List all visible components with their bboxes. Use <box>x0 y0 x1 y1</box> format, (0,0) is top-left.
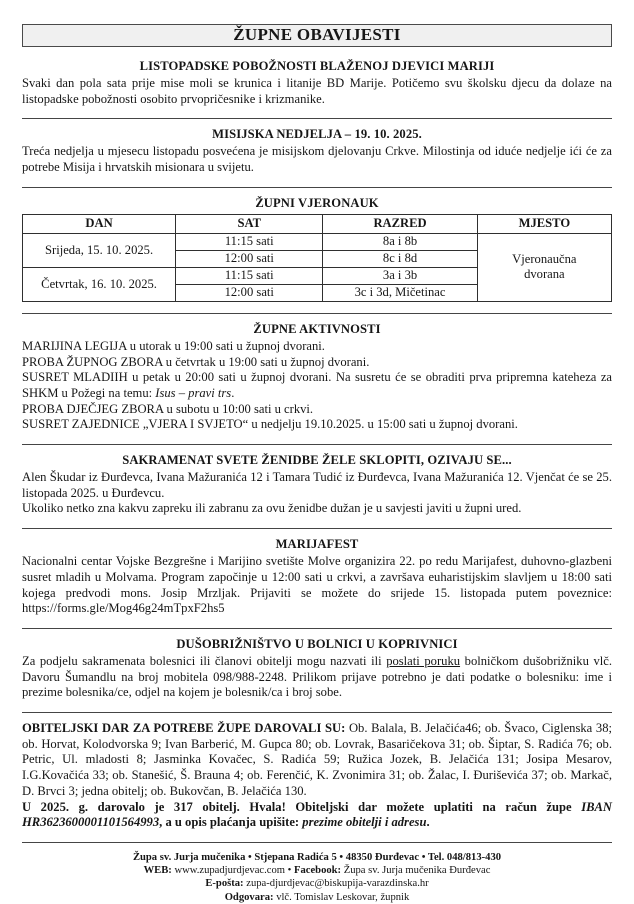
misijska-heading: MISIJSKA NEDJELJA – 19. 10. 2025. <box>212 127 422 142</box>
place-text: Vjeronaučna dvorana <box>512 252 577 282</box>
responsible-label: Odgovara: <box>224 891 274 903</box>
zenidba-heading: SAKRAMENAT SVETE ŽENIDBE ŽELE SKLOPITI, OZIVAJU SE... <box>122 453 512 468</box>
footer-email-line <box>22 877 612 890</box>
web-url: www.zupadjurdjevac.com • <box>171 865 294 877</box>
dar-lead: OBITELJSKI DAR ZA POTREBE ŽUPE DAROVALI SU: <box>22 721 346 736</box>
responsible-name: vlč. Tomislav Leskovar, župnik <box>273 891 410 903</box>
listopadske-body: Svaki dan pola sata prije mise moli se krunica i litanije BD Marije. Potičemo svu školsku djecu da dolaze na listopadske pobožnosti osobito prvopričesnike i krizmanike. <box>22 76 612 106</box>
activity-line: MARIJINA LEGIJA u utorak u 19:00 sati u župnoj dvorani. <box>22 338 325 353</box>
time-cell: 12:00 sati <box>176 250 323 267</box>
email-address: zupa-djurdjevac@biskupija-varazdinska.hr <box>243 878 429 890</box>
dar-summary-text: , a u opis plaćanja upišite: <box>159 815 303 830</box>
section-bolnica <box>22 637 612 701</box>
table-row <box>23 233 612 250</box>
activity-line: SUSRET ZAJEDNICE „VJERA I SVJETO“ u nedjelju 19.10.2025. u 15:00 sati u župnoj dvorani. <box>22 417 518 432</box>
footer <box>22 851 612 904</box>
dar-summary-text: . <box>426 815 430 830</box>
col-header-razred: RAZRED <box>323 214 477 233</box>
section-divider <box>22 444 612 445</box>
vjeronauk-table <box>22 214 612 302</box>
time-cell: 12:00 sati <box>176 284 323 301</box>
footer-responsible-line <box>22 891 612 904</box>
section-divider <box>22 118 612 119</box>
activity-line: PROBA ŽUPNOG ZBORA u četvrtak u 19:00 sati u župnoj dvorani. <box>22 354 370 369</box>
marijafest-text: Nacionalni centar Vojske Bezgrešne i Marijino svetište Molve organizira 22. po redu Marijafest, duhovno-glazbeni susret mladih u Molvama. Program započinje u 12:00 sati u crkvi, a završava euharistijskim slavljem u 18:00 sati kojega predvodi mons. Josip Mrzljak. Prijaviti se možete do srijede 15. listopada putem poveznice: <box>22 554 612 600</box>
facebook-name: Župa sv. Jurja mučenika Đurđevac <box>341 865 491 877</box>
section-divider <box>22 187 612 188</box>
iban-number: IBAN HR3623600001101564993 <box>22 799 612 830</box>
section-zenidba <box>22 453 612 517</box>
bolnica-text: Za podjelu sakramenata bolesnici ili članovi obitelji mogu nazvati ili <box>22 653 387 668</box>
bolnica-underlined-text: poslati poruku <box>386 653 461 668</box>
section-dar <box>22 721 612 831</box>
col-header-mjesto: MJESTO <box>477 214 611 233</box>
bolnica-heading: DUŠOBRIŽNIŠTVO U BOLNICI U KOPRIVNICI <box>176 636 458 651</box>
class-cell: 3c i 3d, Mičetinac <box>323 284 477 301</box>
section-listopadske <box>22 59 612 107</box>
class-cell: 3a i 3b <box>323 267 477 284</box>
aktivnosti-heading: ŽUPNE AKTIVNOSTI <box>253 321 381 336</box>
day-cell: Srijeda, 15. 10. 2025. <box>23 233 176 267</box>
class-cell: 8c i 8d <box>323 250 477 267</box>
misijska-body: Treća nedjelja u mjesecu listopadu posvećena je misijskom djelovanju Crkve. Milostinja od iduće nedjelje ići će za potrebe Misija i hrvatskih misionara u svijetu. <box>22 144 612 175</box>
table-header-row <box>23 214 612 233</box>
section-divider <box>22 313 612 314</box>
dar-summary-para <box>22 800 612 831</box>
activity-line <box>22 370 612 401</box>
col-header-sat: SAT <box>176 214 323 233</box>
footer-divider <box>22 842 612 843</box>
dar-donor-list: Ob. Balala, B. Jelačića46; ob. Švaco, Ciglenska 38; ob. Horvat, Kolodvorska 9; Ivan Barberić, M. Gupca 80; ob. Lovrak, Basaričekova 31; ob. Šiptar, S. Radića 76; ob. Petric, Ul. mladosti 8; Jasminka Kovačec, S. Radića 59; Ružica Jozek, B. Jelačića 131; Josipa Mesarov, I.G.Kovačića 33; ob. Stanešić, Š. Brauna 4; ob. Ferenčić, K. Zvonimira 31; ob. Žalac, I. Đuriševića 37; ob. Markač, D. Brvci 3; jedna obitelj; ob. Bukovčan, B. Jelačića 130. <box>22 721 613 798</box>
zenidba-para: Alen Škudar iz Đurđevca, Ivana Mažuranića 12 i Tamara Tudić iz Đurđevca, Ivana Mažuranića 12. Vjenčat će se 25. listopada 2025. u Đurđevcu. <box>22 470 612 500</box>
parish-address-line: Župa sv. Jurja mučenika • Stjepana Radića 5 • 48350 Đurđevac • Tel. 048/813-430 <box>132 851 502 863</box>
place-cell <box>477 233 611 301</box>
class-cell: 8a i 8b <box>323 233 477 250</box>
page-title: ŽUPNE OBAVIJESTI <box>22 24 612 47</box>
activity-theme: Isus – pravi trs <box>155 385 232 400</box>
dar-summary-text: U 2025. g. darovalo je 317 obitelj. Hvala! Obiteljski dar možete uplatiti na račun župe <box>22 799 582 814</box>
time-cell: 11:15 sati <box>176 233 323 250</box>
time-cell: 11:15 sati <box>176 267 323 284</box>
footer-web-line <box>22 864 612 877</box>
web-label: WEB: <box>143 865 172 877</box>
email-label: E-pošta: <box>205 878 244 890</box>
col-header-dan: DAN <box>23 214 176 233</box>
bolnica-body <box>22 654 612 701</box>
listopadske-heading: LISTOPADSKE POBOŽNOSTI BLAŽENOJ DJEVICI MARIJI <box>139 59 495 73</box>
activity-text: . <box>231 385 235 400</box>
bolnica-text: bolničkom dušobrižniku vlč. Davoru Šumandlu na broj mobitela 098/988-2248. Prilikom prijave potrebno je dati podatke o bolesniku: ime i prezime bolesnika/ce, odjel na kojem je bolesnik/ca i broj sobe. <box>22 653 612 700</box>
vjeronauk-heading: ŽUPNI VJERONAUK <box>255 195 379 210</box>
section-divider <box>22 712 612 713</box>
registration-link: https://forms.gle/Mog46g24mTpxF2hs5 <box>22 601 225 616</box>
section-divider <box>22 528 612 529</box>
marijafest-body <box>22 554 612 617</box>
section-vjeronauk <box>22 196 612 302</box>
section-divider <box>22 628 612 629</box>
marijafest-heading: MARIJAFEST <box>275 537 359 552</box>
section-aktivnosti <box>22 322 612 433</box>
section-misijska <box>22 127 612 175</box>
payment-note: prezime obitelji i adresu <box>302 815 427 830</box>
facebook-label: Facebook: <box>294 865 342 877</box>
zenidba-para: Ukoliko netko zna kakvu zapreku ili zabranu za ovu ženidbe dužan je u savjesti javiti u župni ured. <box>22 501 522 516</box>
section-marijafest <box>22 537 612 617</box>
activity-text: SUSRET MLADIIH u petak u 20:00 sati u župnoj dvorani. Na susretu će se obraditi prva pripremna kateheza za SHKM u Požegi na temu: <box>22 370 612 400</box>
activity-line: PROBA DJEČJEG ZBORA u subotu u 10:00 sati u crkvi. <box>22 401 314 416</box>
day-cell: Četvrtak, 16. 10. 2025. <box>23 267 176 301</box>
dar-donors-para <box>22 721 612 800</box>
